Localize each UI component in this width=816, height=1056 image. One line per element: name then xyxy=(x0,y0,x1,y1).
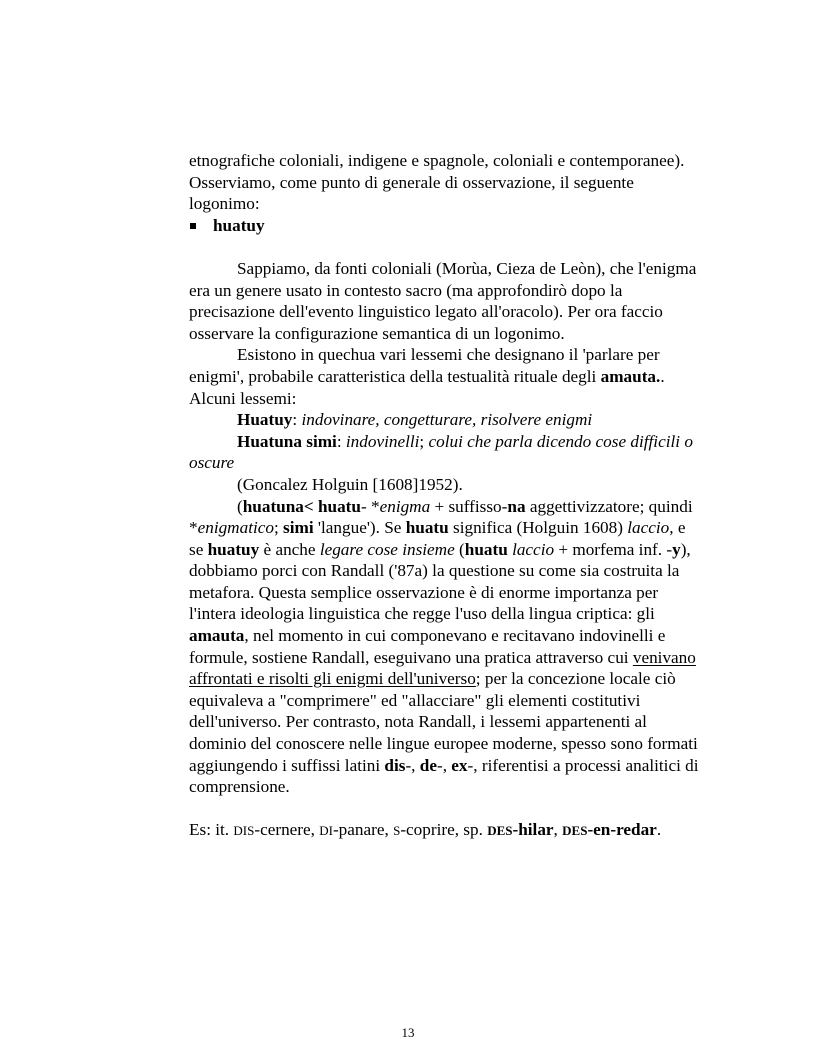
lexeme-definition: indovinelli xyxy=(345,431,420,451)
text-run: aggettivizzatore; quindi * xyxy=(189,496,693,538)
bold-run: dis xyxy=(384,755,406,775)
bold-run: huatu xyxy=(464,539,508,559)
small-caps-run: DES xyxy=(562,823,588,839)
text-run: ( xyxy=(237,496,243,516)
text-run: . xyxy=(656,820,662,840)
text-run: ), dobbiamo porci con Randall ('87a) la questione su come sia costruita la metafora. Questa semplice osservazione è di enorme importanza per l'intera ideologia linguistica che regge l'uso della lingua criptica: gli xyxy=(189,539,691,624)
lexemes-label: Alcuni lessemi: xyxy=(189,388,297,408)
source-citation: (Goncalez Holguin [1608]1952). xyxy=(237,474,463,494)
paragraph-3-end: . xyxy=(660,366,665,386)
text-run: e se xyxy=(189,518,686,559)
bullet-term: huatuy xyxy=(213,215,265,235)
text-run: -, xyxy=(436,755,452,775)
bold-run: ex xyxy=(451,755,468,775)
bold-run: -en-redar xyxy=(587,820,657,840)
text-run: -, xyxy=(405,755,420,775)
italic-run: enigmatico xyxy=(197,518,274,538)
small-caps-run: DIS xyxy=(233,823,255,839)
bold-run: huatu xyxy=(405,518,449,538)
small-caps-run: S xyxy=(393,823,401,839)
lexeme-definition: indovinare, congetturare, risolvere enigmi xyxy=(301,410,593,430)
text-run: -coprire, sp. xyxy=(400,820,488,840)
text-run: , xyxy=(553,820,563,840)
paragraph-2: Sappiamo, da fonti coloniali (Morùa, Cieza de Leòn), che l'enigma era un genere usato in contesto sacro (ma approfondirò dopo la precisazione dell'evento linguistico legato all'oracolo). Per ora faccio osservare la configurazione semantica di un logonimo. xyxy=(189,258,697,343)
text-run: ; per la concezione locale ciò equivaleva a "comprimere" ed "allacciare" gli elementi costitutivi dell'universo. Per contrasto, nota Randall, i lessemi appartenenti al dominio del conoscere nelle lingue europee moderne, spesso sono formati aggiungendo i suffissi latini xyxy=(189,669,698,775)
italic-run: legare cose insieme xyxy=(319,539,455,559)
italic-run: enigma xyxy=(379,496,431,516)
italic-run: laccio, xyxy=(627,518,674,538)
underlined-run: venivano affrontati e risolti gli enigmi dell'universo xyxy=(189,647,696,689)
text-run: , nel momento in cui componevano e recitavano indovinelli e formule, sostiene Randall, eseguivano una pratica attraverso cui xyxy=(189,626,666,667)
bold-run: huatuy xyxy=(207,539,260,559)
paragraph-4 xyxy=(189,496,701,798)
text-run: -, riferentisi a processi analitici di comprensione. xyxy=(189,755,699,797)
blank-line xyxy=(189,236,701,258)
text-run: è anche xyxy=(259,539,320,559)
paragraph-3-text: Esistono in quechua vari lessemi che designano il 'parlare per enigmi', probabile caratteristica della testualità rituale degli xyxy=(189,345,660,386)
text-run: + suffisso- xyxy=(430,496,508,516)
lexeme-term: Huatuna simi xyxy=(237,431,337,451)
lexeme-huatuna-simi xyxy=(189,431,701,474)
paragraph-3 xyxy=(189,344,701,387)
text-run: 'langue'). Se xyxy=(313,518,406,538)
lexeme-term: Huatuy xyxy=(237,410,293,430)
bold-run: huatuna< huatu xyxy=(242,496,361,516)
lexeme-separator: : xyxy=(336,431,346,451)
document-body xyxy=(189,150,701,842)
text-run: ; xyxy=(273,518,284,538)
bold-run: na xyxy=(507,496,526,516)
text-run: - * xyxy=(360,496,380,516)
small-caps-run: DI xyxy=(319,823,333,839)
bold-run: y xyxy=(672,539,681,559)
square-bullet-icon xyxy=(190,223,196,229)
text-run: -cernere, xyxy=(254,820,320,840)
text-run: + morfema inf. - xyxy=(554,539,673,559)
bold-run: -hilar xyxy=(512,820,554,840)
lexeme-separator: : xyxy=(292,410,302,430)
bold-run: amauta xyxy=(189,626,245,646)
page-number: 13 xyxy=(401,1025,415,1040)
text-run: Es: it. xyxy=(189,820,234,840)
bullet-item xyxy=(189,215,701,237)
text-run: significa (Holguin 1608) xyxy=(448,518,628,538)
small-caps-run: DES xyxy=(487,823,513,839)
italic-run: laccio xyxy=(512,539,555,559)
bold-run: simi xyxy=(283,518,314,538)
blank-line xyxy=(189,798,701,820)
bold-run: de xyxy=(419,755,437,775)
text-run: -panare, xyxy=(332,820,394,840)
examples-line xyxy=(189,819,701,842)
lexeme-separator: ; xyxy=(419,431,429,451)
term-amauta: amauta. xyxy=(600,366,661,386)
lexeme-huatuy xyxy=(189,409,701,431)
lexeme-definition: colui che parla dicendo cose difficili o oscure xyxy=(189,431,693,473)
text-run: ( xyxy=(454,539,465,559)
paragraph-1: etnografiche coloniali, indigene e spagnole, coloniali e contemporanee). Osserviamo, come punto di generale di osservazione, il seguente logonimo: xyxy=(189,151,685,214)
